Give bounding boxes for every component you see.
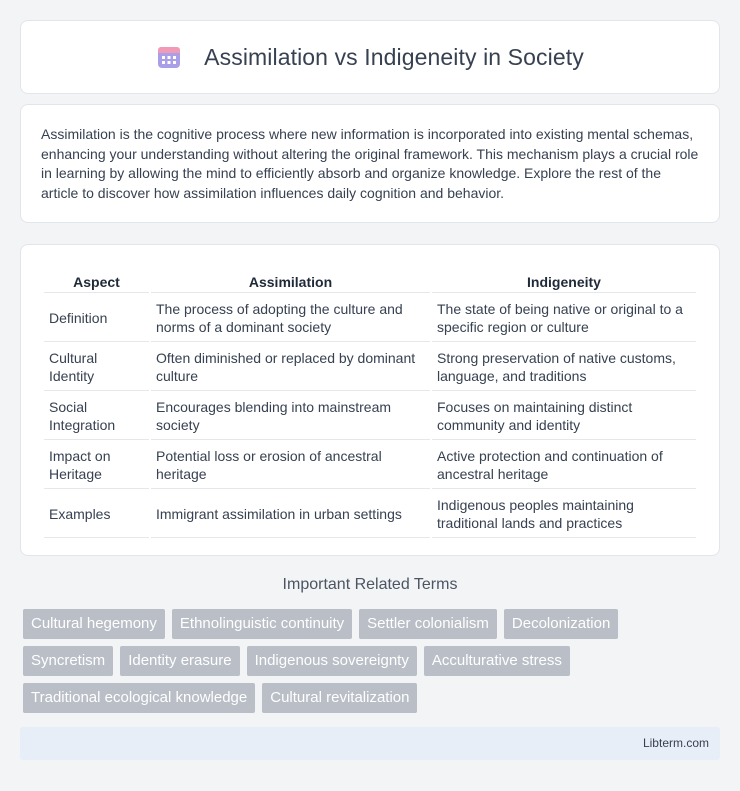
related-terms-tags [23, 609, 723, 720]
cell-indigeneity: Active protection and continuation of ancestral heritage [432, 442, 696, 489]
cell-indigeneity: Focuses on maintaining distinct community and identity [432, 393, 696, 440]
table-row [44, 393, 696, 440]
cell-aspect: Cultural Identity [44, 344, 149, 391]
cell-indigeneity: The state of being native or original to a specific region or culture [432, 295, 696, 342]
table-row [44, 295, 696, 342]
header-indigeneity: Indigeneity [432, 267, 696, 293]
tag-traditional-ecological-knowledge[interactable]: Traditional ecological knowledge [23, 683, 255, 713]
page-title: Assimilation vs Indigeneity in Society [204, 43, 584, 70]
tag-acculturative-stress[interactable]: Acculturative stress [424, 646, 570, 676]
cell-assimilation: Encourages blending into mainstream society [151, 393, 430, 440]
cell-assimilation: Often diminished or replaced by dominant culture [151, 344, 430, 391]
footer-brand-link[interactable]: Libterm.com [642, 736, 709, 750]
cell-aspect: Examples [44, 491, 149, 538]
cell-aspect: Definition [44, 295, 149, 342]
cell-assimilation: Immigrant assimilation in urban settings [151, 491, 430, 538]
table-row [44, 491, 696, 538]
tag-decolonization[interactable]: Decolonization [504, 609, 618, 639]
tag-syncretism[interactable]: Syncretism [23, 646, 113, 676]
tag-row [23, 683, 723, 713]
cell-assimilation: The process of adopting the culture and norms of a dominant society [151, 295, 430, 342]
intro-card [20, 104, 720, 223]
cell-indigeneity: Indigenous peoples maintaining traditional lands and practices [432, 491, 696, 538]
table-row [44, 344, 696, 391]
cell-aspect: Social Integration [44, 393, 149, 440]
tag-cultural-revitalization[interactable]: Cultural revitalization [262, 683, 417, 713]
tag-indigenous-sovereignty[interactable]: Indigenous sovereignty [247, 646, 417, 676]
table-row [44, 442, 696, 489]
header-assimilation: Assimilation [151, 267, 430, 293]
table-header-row [44, 267, 696, 293]
title-card [20, 20, 720, 94]
tag-row [23, 609, 723, 639]
comparison-card [20, 244, 720, 556]
tag-ethnolinguistic-continuity[interactable]: Ethnolinguistic continuity [172, 609, 352, 639]
related-terms-heading: Important Related Terms [282, 576, 458, 593]
header-aspect: Aspect [44, 267, 149, 293]
tag-row [23, 646, 723, 676]
footer [20, 727, 720, 760]
intro-paragraph: Assimilation is the cognitive process where new information is incorporated into existing mental schemas, enhancing your understanding without altering the original framework. This mechanism plays a crucial role in learning by allowing the mind to efficiently absorb and organize knowledge. Explore the rest of the article to discover how assimilation influences daily cognition and behavior. [41, 126, 699, 201]
cell-aspect: Impact on Heritage [44, 442, 149, 489]
calendar-grid-icon [156, 44, 182, 70]
comparison-table [42, 265, 698, 540]
cell-indigeneity: Strong preservation of native customs, language, and traditions [432, 344, 696, 391]
tag-settler-colonialism[interactable]: Settler colonialism [359, 609, 497, 639]
tag-cultural-hegemony[interactable]: Cultural hegemony [23, 609, 165, 639]
cell-assimilation: Potential loss or erosion of ancestral heritage [151, 442, 430, 489]
tag-identity-erasure[interactable]: Identity erasure [120, 646, 239, 676]
